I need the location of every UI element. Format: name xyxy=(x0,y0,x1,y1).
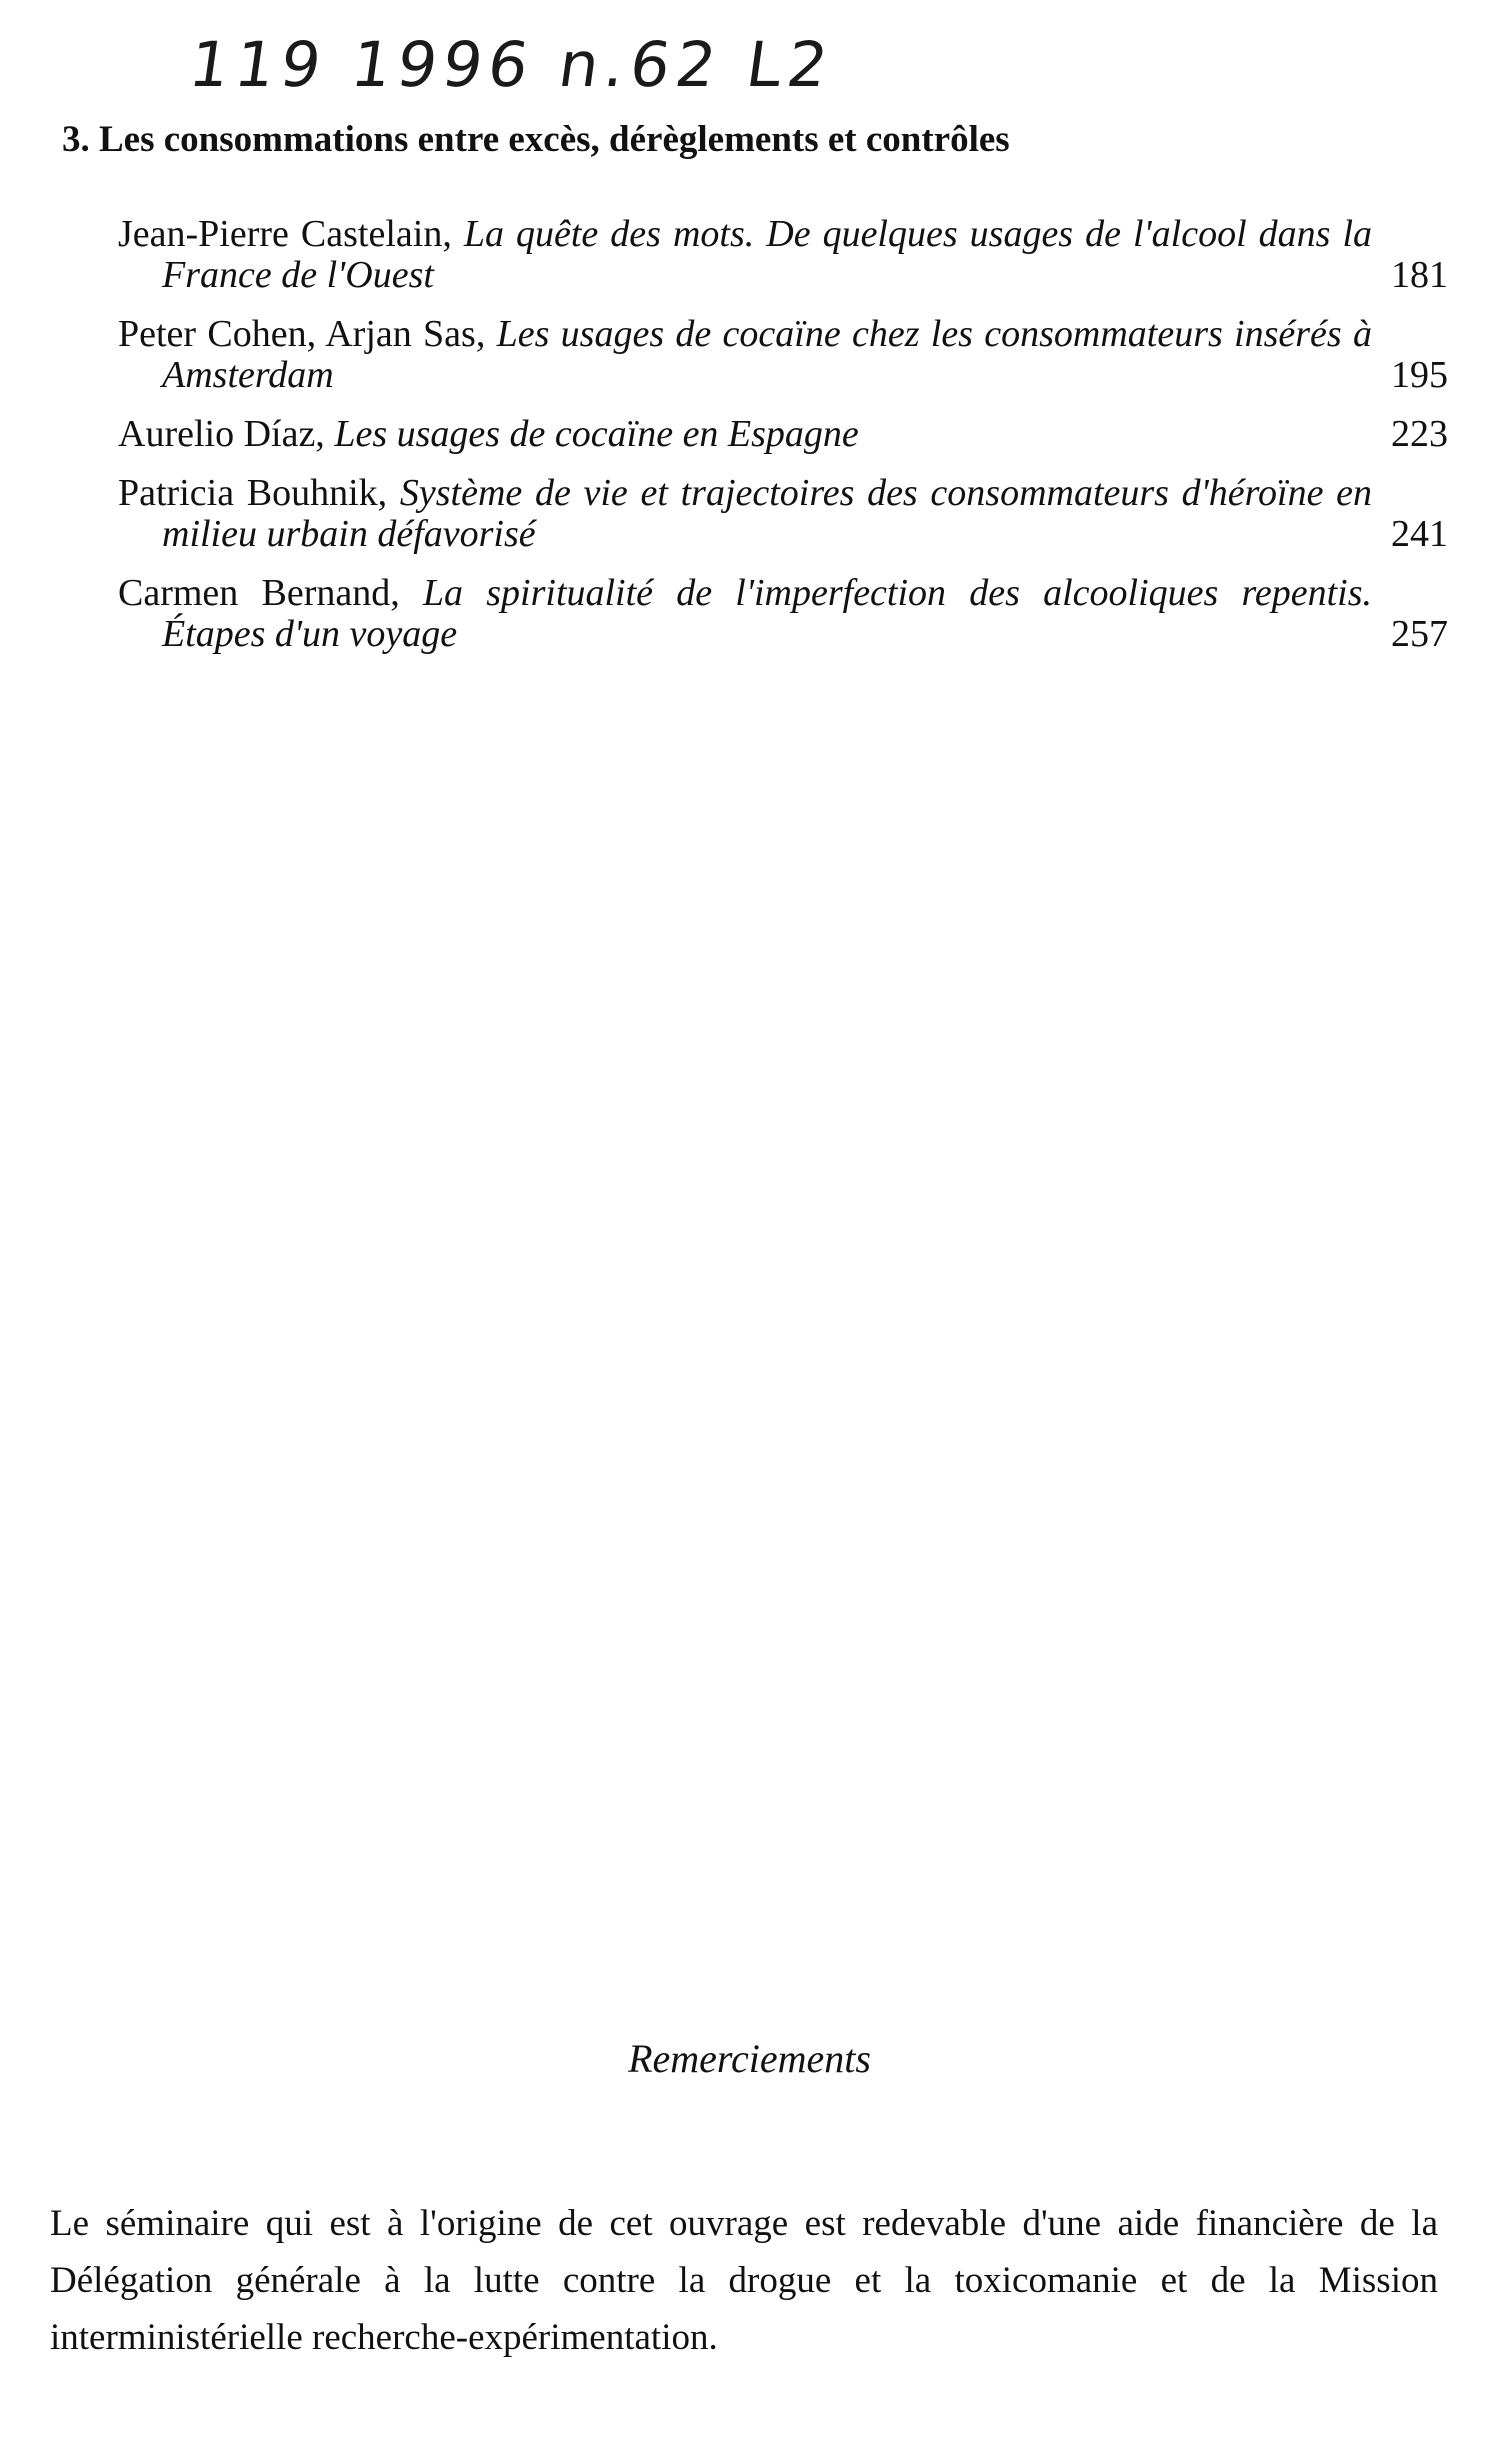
toc-entry xyxy=(118,573,1448,655)
table-of-contents xyxy=(118,214,1448,673)
handwritten-note: 119 1996 n.62 L2 xyxy=(184,28,839,101)
toc-entry-text xyxy=(118,573,1372,655)
toc-title: La quête des mots. De quelques usages de l'alcool dans la France de l'Ouest xyxy=(162,213,1373,296)
toc-author: Patricia Bouhnik, xyxy=(118,472,388,514)
toc-entry-text xyxy=(118,414,1372,455)
toc-author: Jean-Pierre Castelain, xyxy=(118,213,452,255)
toc-title: Système de vie et trajectoires des consommateurs d'héroïne en milieu urbain défavorisé xyxy=(162,472,1373,555)
toc-entry-text xyxy=(118,314,1372,396)
toc-page-number: 223 xyxy=(1391,413,1448,455)
toc-title: La spiritualité de l'imperfection des alcooliques repentis. Étapes d'un voyage xyxy=(162,572,1372,655)
toc-page-number: 241 xyxy=(1391,513,1448,555)
toc-page-number: 257 xyxy=(1391,613,1448,655)
acknowledgements-heading: Remerciements xyxy=(628,2036,871,2081)
toc-author: Aurelio Díaz, xyxy=(118,413,325,455)
toc-entry xyxy=(118,214,1448,296)
toc-entry xyxy=(118,414,1448,455)
acknowledgements-text: Le séminaire qui est à l'origine de cet ouvrage est redevable d'une aide financière de la Délégation générale à la lutte contre la drogue et la toxicomanie et de la Mission interministérielle recherche-expérimentation. xyxy=(50,2203,1438,2358)
toc-entry-text xyxy=(118,473,1372,555)
toc-entry-text xyxy=(118,214,1372,296)
toc-title: Les usages de cocaïne chez les consommateurs insérés à Amsterdam xyxy=(162,313,1372,396)
toc-entry xyxy=(118,314,1448,396)
toc-page-number: 195 xyxy=(1391,354,1448,396)
toc-entry xyxy=(118,473,1448,555)
section-heading: 3. Les consommations entre excès, dérèglements et contrôles xyxy=(62,119,1010,160)
toc-page-number: 181 xyxy=(1391,254,1448,296)
toc-author: Peter Cohen, Arjan Sas, xyxy=(118,313,486,355)
toc-author: Carmen Bernand, xyxy=(118,572,400,614)
toc-title: Les usages de cocaïne en Espagne xyxy=(334,413,859,455)
